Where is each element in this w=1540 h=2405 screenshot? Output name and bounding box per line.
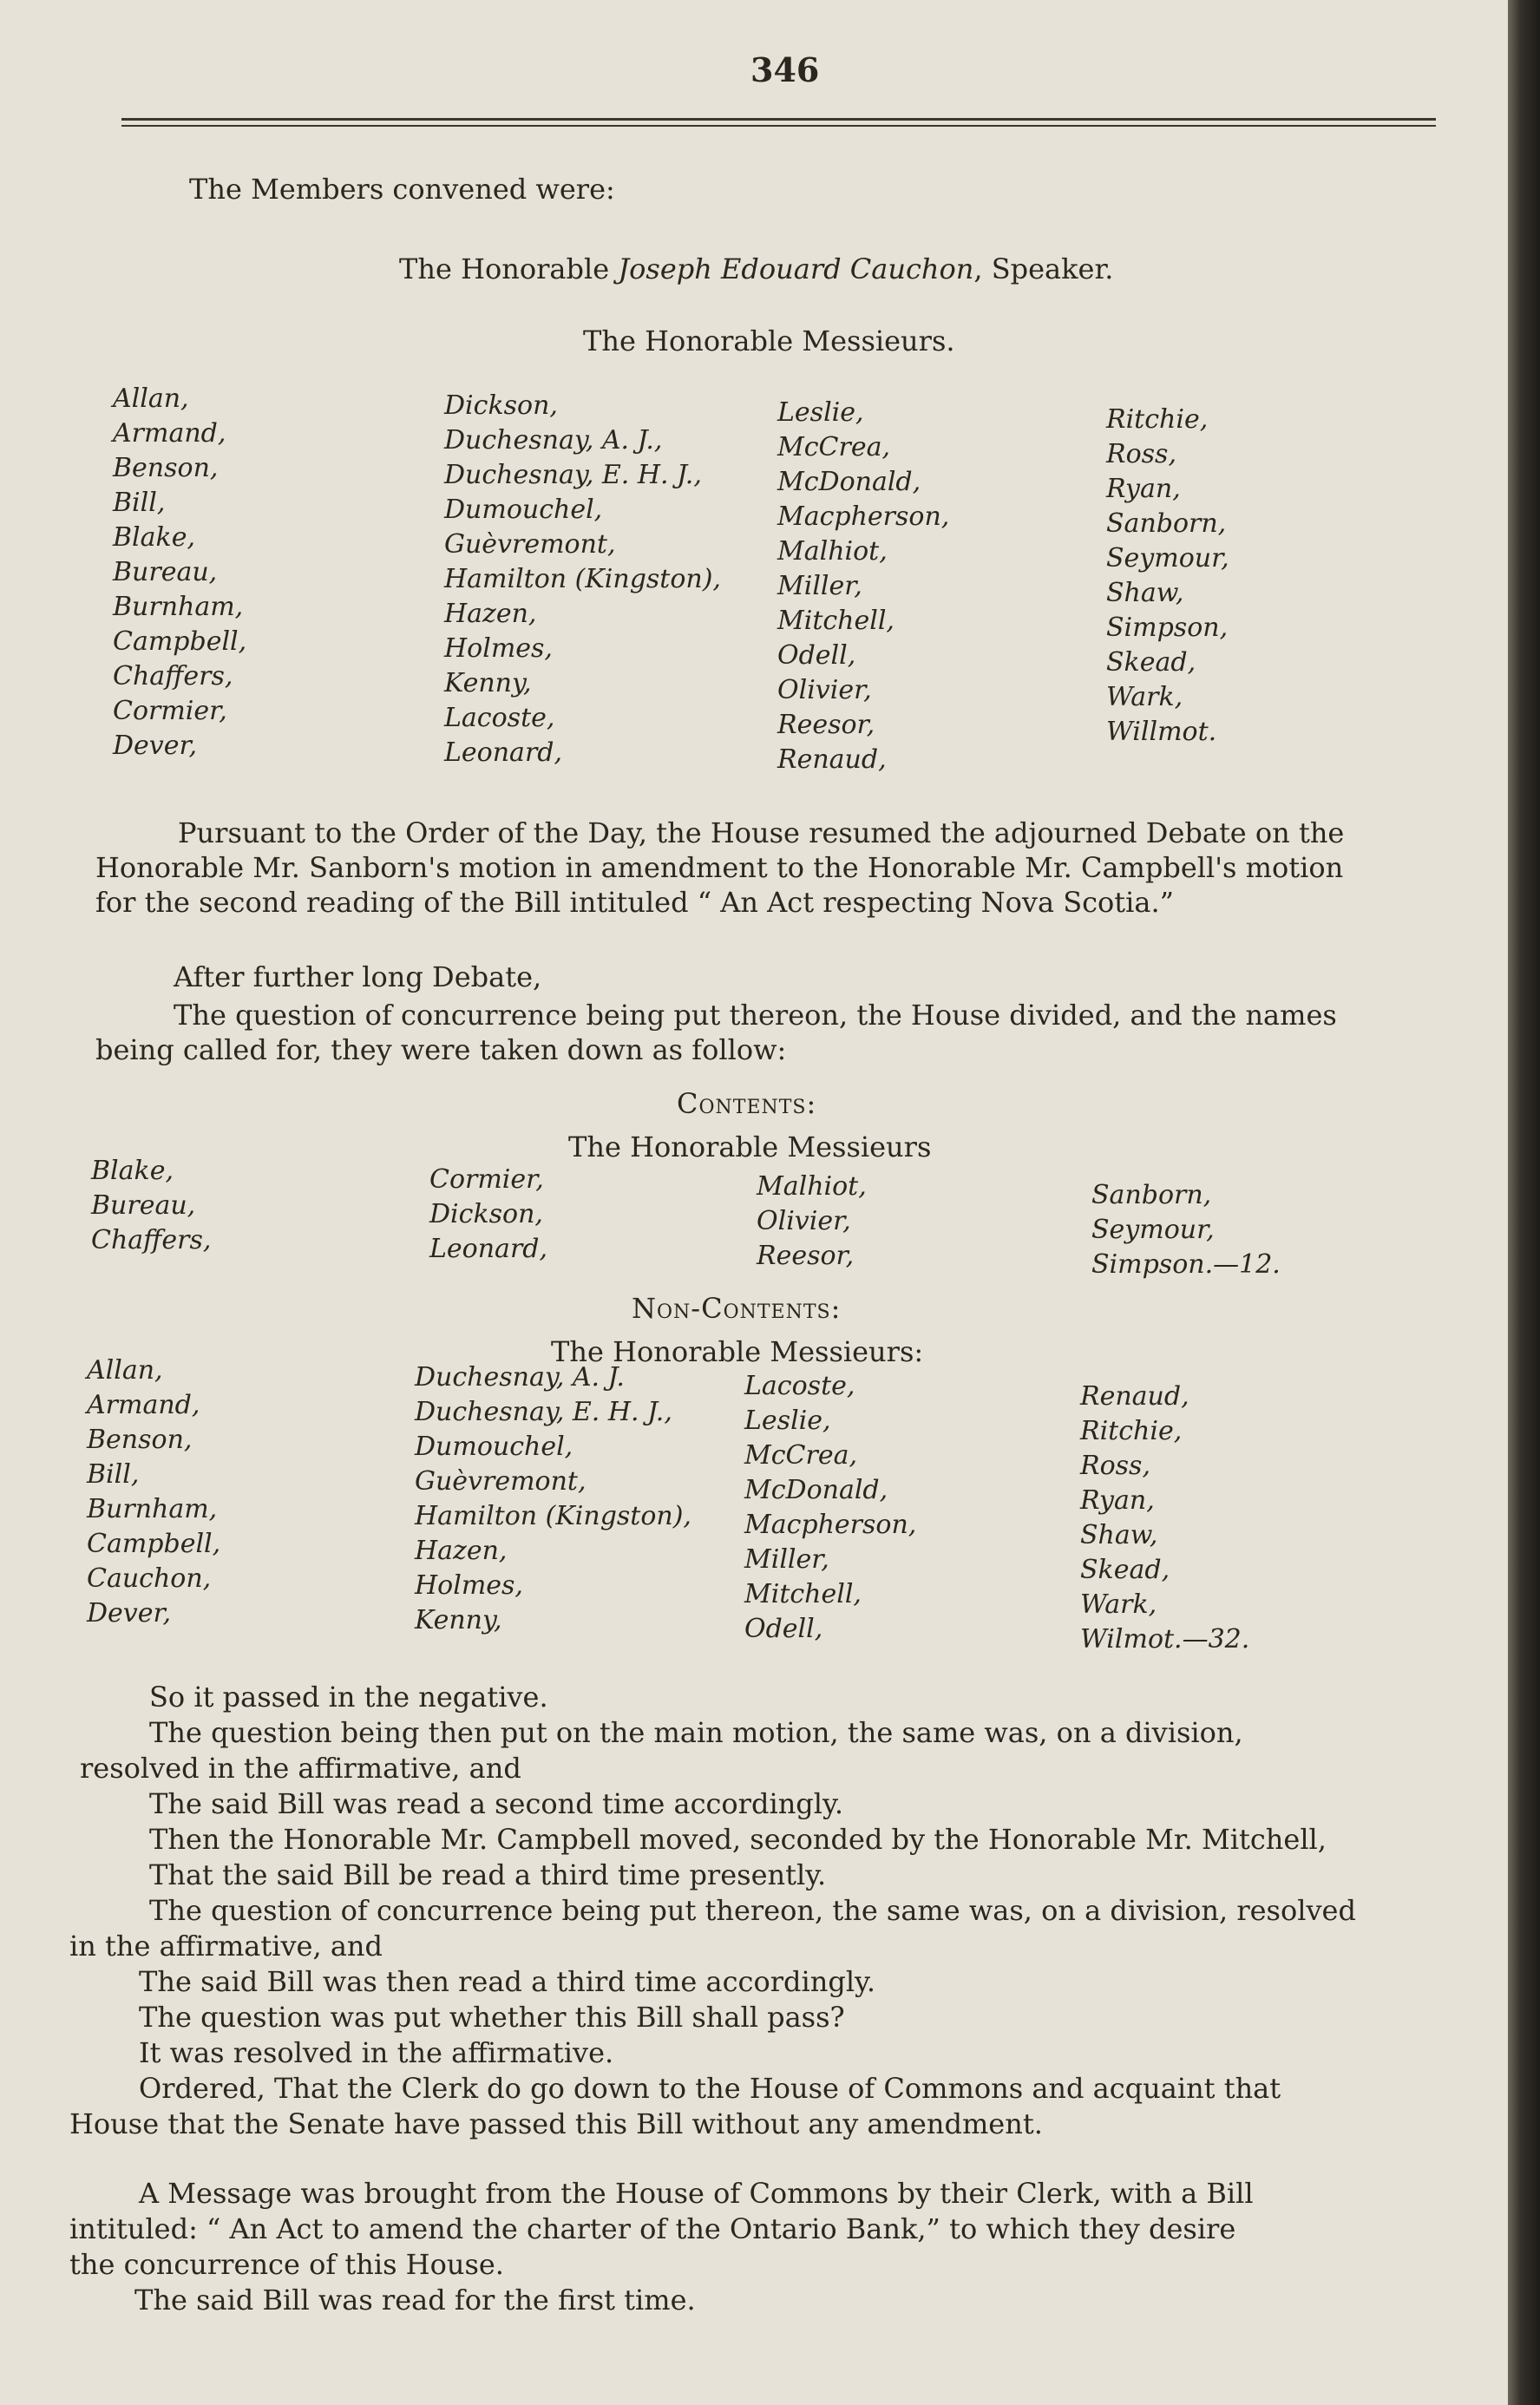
member-name: Duchesnay, A. J. [415, 1362, 625, 1393]
members-column-3 [777, 396, 949, 777]
member-name: Hazen, [444, 599, 537, 629]
member-name: Wilmot.—32. [1080, 1624, 1250, 1655]
member-name: Renaud, [1080, 1381, 1189, 1412]
member-name: Reesor, [757, 1241, 855, 1271]
text-line: That the said Bill be read a third time presently. [149, 1858, 827, 1891]
contents-column-1 [91, 1154, 211, 1258]
member-name: Holmes, [444, 633, 553, 664]
member-name: Dickson, [429, 1199, 543, 1229]
member-name: Allan, [113, 383, 189, 414]
contents-column-2 [429, 1163, 547, 1267]
message-paragraph [69, 2176, 1254, 2318]
member-name: McCrea, [777, 432, 890, 462]
member-name: Cormier, [429, 1164, 544, 1195]
member-name: Ritchie, [1106, 404, 1209, 435]
members-heading: The Members convened were: [189, 173, 615, 206]
noncontents-column-2 [415, 1360, 691, 1638]
text-line: The said Bill was then read a third time accordingly. [139, 1965, 876, 1998]
after-debate: After further long Debate, [174, 960, 542, 993]
contents-heading: Contents: [677, 1087, 817, 1120]
book-gutter [1508, 0, 1540, 2405]
member-name: Macpherson, [744, 1510, 917, 1540]
member-name: Duchesnay, E. H. J., [444, 460, 702, 490]
member-name: Campbell, [87, 1529, 221, 1559]
text-line: Pursuant to the Order of the Day, the House resumed the adjourned Debate on the [178, 816, 1345, 849]
member-name: Guèvremont, [415, 1466, 587, 1497]
contents-column-3 [757, 1170, 867, 1274]
member-name: Reesor, [777, 710, 875, 740]
member-name: McDonald, [744, 1475, 888, 1505]
speaker-line [399, 252, 1113, 286]
member-name: Benson, [113, 453, 219, 483]
member-name: Burnham, [87, 1494, 218, 1524]
member-name: Ross, [1106, 439, 1176, 469]
member-name: Dickson, [444, 390, 558, 421]
member-name: Bureau, [113, 557, 218, 587]
proceedings [69, 1680, 1356, 2142]
member-name: Guèvremont, [444, 529, 616, 560]
member-name: Malhiot, [757, 1171, 867, 1202]
member-name: McDonald, [777, 467, 921, 497]
member-name: Kenny, [415, 1605, 502, 1635]
member-name: Leslie, [744, 1406, 831, 1436]
member-name: Duchesnay, E. H. J., [415, 1397, 672, 1427]
member-name: Renaud, [777, 744, 887, 775]
member-name: Armand, [87, 1390, 200, 1420]
member-name: Duchesnay, A. J., [444, 425, 663, 455]
member-name: Simpson.—12. [1091, 1249, 1281, 1280]
member-name: Macpherson, [777, 501, 950, 532]
member-name: Malhiot, [777, 536, 888, 567]
text-line: The question of concurrence being put thereon, the same was, on a division, resolved [149, 1894, 1356, 1927]
member-name: Burnham, [113, 592, 244, 622]
text-line: The question being then put on the main motion, the same was, on a division, [149, 1716, 1243, 1749]
member-name: Bureau, [91, 1190, 196, 1221]
member-name: Seymour, [1091, 1215, 1215, 1245]
text-line: the concurrence of this House. [69, 2248, 504, 2281]
members-column-1 [113, 382, 246, 763]
member-name: Skead, [1106, 647, 1196, 678]
speaker-suffix: , Speaker. [973, 252, 1114, 285]
member-name: Sanborn, [1106, 508, 1227, 539]
member-name: Olivier, [757, 1206, 851, 1236]
text-line: Honorable Mr. Sanborn's motion in amendment to the Honorable Mr. Campbell's motion [95, 851, 1344, 884]
member-name: Blake, [91, 1156, 174, 1186]
member-name: Blake, [113, 522, 195, 553]
member-name: Sanborn, [1091, 1180, 1212, 1210]
text-line: intituled: “ An Act to amend the charter of the Ontario Bank,” to which they desire [69, 2212, 1236, 2245]
member-name: Dever, [87, 1598, 172, 1628]
member-name: Bill, [113, 488, 166, 518]
member-name: Kenny, [444, 668, 532, 698]
text-line: for the second reading of the Bill intituled “ An Act respecting Nova Scotia.” [95, 886, 1174, 919]
member-name: Simpson, [1106, 613, 1229, 643]
member-name: Odell, [744, 1614, 823, 1644]
question-paragraph [95, 998, 1337, 1067]
messieurs-heading: The Honorable Messieurs. [583, 324, 955, 357]
member-name: Hamilton (Kingston), [415, 1501, 691, 1531]
member-name: Cauchon, [87, 1563, 212, 1594]
member-name: Willmot. [1106, 717, 1217, 747]
text-line: A Message was brought from the House of Commons by their Clerk, with a Bill [139, 2177, 1254, 2210]
member-name: Mitchell, [744, 1579, 862, 1609]
member-name: Ritchie, [1080, 1416, 1183, 1446]
text-line: It was resolved in the affirmative. [139, 2036, 614, 2069]
member-name: Wark, [1106, 682, 1183, 712]
member-name: Lacoste, [744, 1371, 855, 1401]
member-name: Campbell, [113, 626, 247, 657]
contents-column-4 [1091, 1178, 1281, 1282]
member-name: Odell, [777, 640, 856, 671]
page-number: 346 [750, 50, 820, 89]
member-name: Skead, [1080, 1555, 1170, 1585]
member-name: Miller, [777, 571, 862, 601]
text-line: in the affirmative, and [69, 1930, 383, 1963]
text-line: The question was put whether this Bill shall pass? [139, 2001, 845, 2034]
member-name: Leslie, [777, 397, 864, 428]
member-name: Shaw, [1106, 578, 1184, 608]
noncontents-column-4 [1080, 1379, 1249, 1657]
text-line: being called for, they were taken down as follow: [95, 1033, 787, 1066]
member-name: Leonard, [444, 737, 563, 768]
member-name: Holmes, [415, 1570, 523, 1601]
member-name: Lacoste, [444, 703, 555, 733]
noncontents-messieurs: The Honorable Messieurs: [551, 1335, 924, 1368]
members-column-2 [444, 389, 721, 770]
member-name: McCrea, [744, 1440, 857, 1471]
text-line: The said Bill was read for the first time. [134, 2284, 696, 2317]
speaker-prefix: The Honorable [399, 252, 610, 285]
member-name: Armand, [113, 418, 226, 449]
member-name: Ross, [1080, 1451, 1150, 1481]
text-line: The said Bill was read a second time accordingly. [149, 1787, 844, 1820]
member-name: Seymour, [1106, 543, 1229, 573]
member-name: Bill, [87, 1459, 140, 1490]
noncontents-heading: Non-Contents: [632, 1292, 842, 1325]
noncontents-column-3 [744, 1369, 916, 1647]
member-name: Ryan, [1080, 1485, 1155, 1516]
text-line: House that the Senate have passed this Bill without any amendment. [69, 2107, 1043, 2140]
member-name: Miller, [744, 1544, 829, 1575]
member-name: Olivier, [777, 675, 872, 705]
member-name: Ryan, [1106, 474, 1181, 504]
text-line: Ordered, That the Clerk do go down to the House of Commons and acquaint that [139, 2072, 1281, 2105]
header-rule [121, 118, 1436, 121]
member-name: Dever, [113, 731, 198, 761]
contents-messieurs: The Honorable Messieurs [568, 1130, 932, 1163]
speaker-name: Joseph Edouard Cauchon [618, 252, 974, 285]
noncontents-column-1 [87, 1353, 220, 1631]
member-name: Benson, [87, 1425, 193, 1455]
text-line: So it passed in the negative. [149, 1681, 548, 1714]
text-line: Then the Honorable Mr. Campbell moved, seconded by the Honorable Mr. Mitchell, [149, 1823, 1327, 1856]
member-name: Leonard, [429, 1234, 548, 1264]
member-name: Wark, [1080, 1589, 1157, 1620]
member-name: Cormier, [113, 696, 227, 726]
debate-paragraph [95, 816, 1344, 920]
member-name: Shaw, [1080, 1520, 1158, 1550]
member-name: Dumouchel, [415, 1432, 573, 1462]
member-name: Dumouchel, [444, 495, 603, 525]
member-name: Allan, [87, 1355, 163, 1386]
member-name: Mitchell, [777, 606, 895, 636]
member-name: Chaffers, [91, 1225, 212, 1255]
member-name: Chaffers, [113, 661, 233, 691]
member-name: Hazen, [415, 1536, 508, 1566]
members-column-4 [1106, 403, 1229, 750]
text-line: The question of concurrence being put thereon, the House divided, and the names [174, 999, 1337, 1032]
member-name: Hamilton (Kingston), [444, 564, 721, 594]
text-line: resolved in the affirmative, and [80, 1752, 521, 1785]
header-rule-thin [121, 125, 1436, 127]
